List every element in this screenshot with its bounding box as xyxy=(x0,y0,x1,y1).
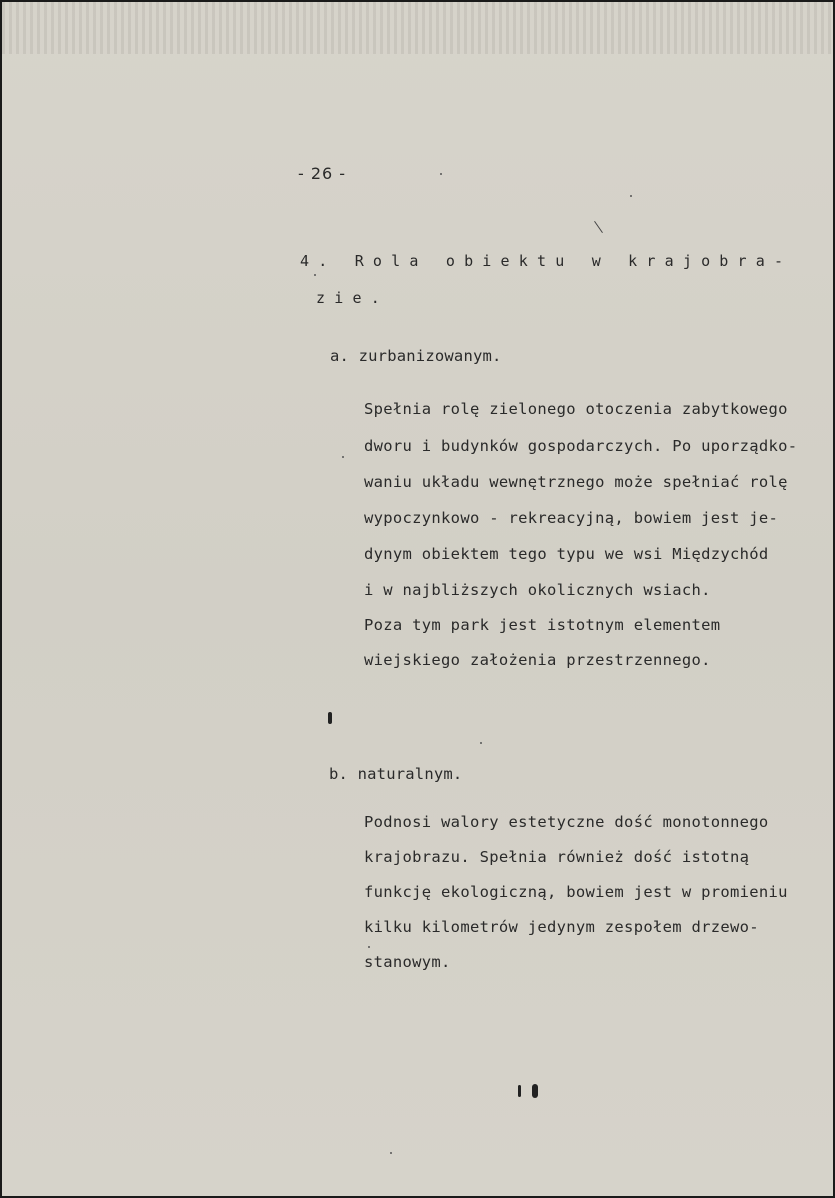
ink-blot xyxy=(532,1084,538,1098)
subsection-a-label: a. zurbanizowanym. xyxy=(330,347,502,365)
section-heading-line1: 4. Rola obiektu w krajobra- xyxy=(300,252,793,270)
paragraph-line: kilku kilometrów jedynym zespołem drzewo- xyxy=(364,918,759,936)
paragraph-line: Podnosi walory estetyczne dość monotonnego xyxy=(364,813,769,831)
paragraph-line: funkcję ekologiczną, bowiem jest w promieniu xyxy=(364,883,788,901)
paragraph-line: i w najbliższych okolicznych wsiach. xyxy=(364,581,711,599)
speck xyxy=(314,274,316,276)
paragraph-line: waniu układu wewnętrznego może spełniać rolę xyxy=(364,473,788,491)
paragraph-line: krajobrazu. Spełnia również dość istotną xyxy=(364,848,750,866)
ink-blot xyxy=(328,712,332,724)
section-heading-line2: zie. xyxy=(316,289,389,307)
paragraph-line: dynym obiektem tego typu we wsi Międzychód xyxy=(364,545,769,563)
subsection-b-label: b. naturalnym. xyxy=(329,765,463,783)
speck xyxy=(630,195,632,197)
speck xyxy=(342,456,344,458)
paragraph-line: wypoczynkowo - rekreacyjną, bowiem jest je- xyxy=(364,509,779,527)
scan-artifact-band xyxy=(2,2,833,54)
speck xyxy=(480,742,482,744)
paragraph-line: Poza tym park jest istotnym elementem xyxy=(364,616,721,634)
paragraph-line: dworu i budynków gospodarczych. Po uporządko- xyxy=(364,437,798,455)
speck xyxy=(440,173,442,175)
page-number: - 26 - xyxy=(298,164,347,183)
ink-blot xyxy=(518,1085,521,1097)
speck xyxy=(390,1152,392,1154)
speck xyxy=(368,946,370,948)
paragraph-line: stanowym. xyxy=(364,953,451,971)
scratch-mark xyxy=(594,221,603,233)
paragraph-line: Spełnia rolę zielonego otoczenia zabytkowego xyxy=(364,400,788,418)
paragraph-line: wiejskiego założenia przestrzennego. xyxy=(364,651,711,669)
